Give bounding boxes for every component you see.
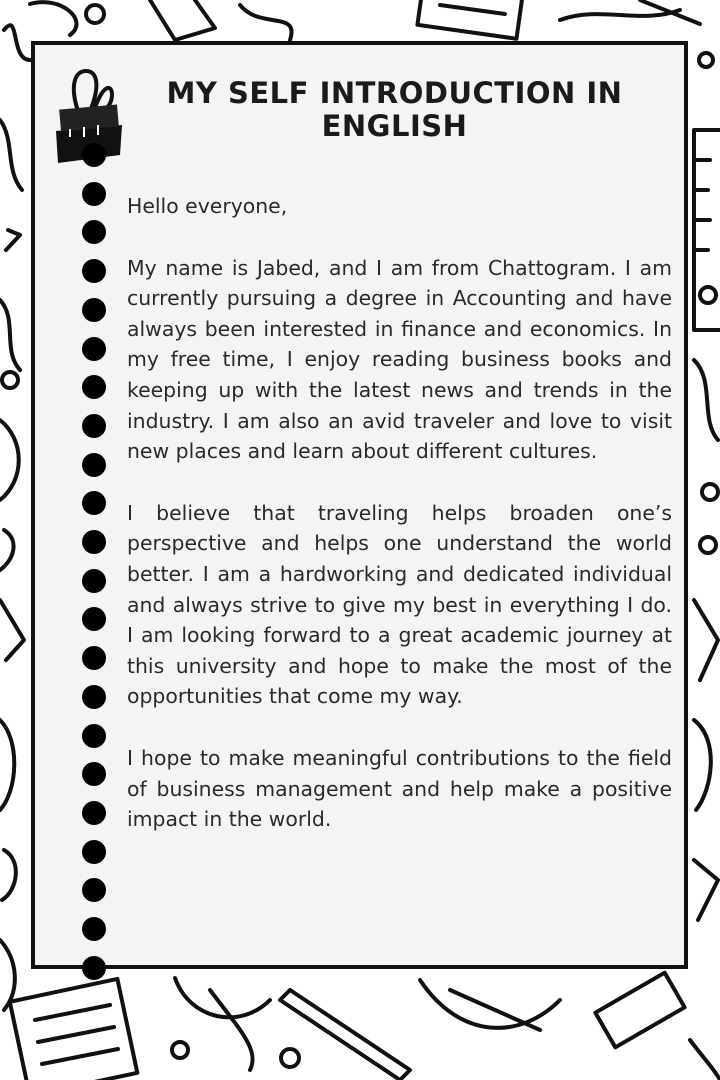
pencil-icon [640,0,700,24]
notebook-hole [82,917,106,941]
goals-paragraph: I hope to make meaningful contributions to the field of business management and help make a positive impact in the world. [127,745,672,832]
notebook-hole [82,220,106,244]
notebook-hole [82,143,106,167]
notebook-hole [82,298,106,322]
notebook-hole [82,878,106,902]
notebook-hole [82,453,106,477]
notebook-hole [82,182,106,206]
notebook-hole [82,337,106,361]
notepad-icon [417,0,522,39]
notebook-hole [82,801,106,825]
notebook-hole [82,375,106,399]
page-title: MY SELF INTRODUCTION IN ENGLISH [166,76,623,143]
notebook-hole [82,762,106,786]
globe-icon [175,978,270,1017]
paper-doodle-icon [30,2,76,35]
notebook-hole [82,646,106,670]
pencil-icon [280,990,410,1080]
notebook-hole [82,491,106,515]
traveling-paragraph: I believe that traveling helps broaden one’s perspective and helps one understand the world better. I am a hardworking and dedicated individual and always strive to give my best in everything I do. I am looking forward to a great academic journey at this university and hope to make the most of the opportunities that come my way. [127,500,672,709]
notebook-hole [82,724,106,748]
self-introduction-card [31,41,688,969]
notebook-hole [82,569,106,593]
notebook-hole [82,607,106,631]
ruler-icon [595,973,684,1048]
notebook-holes [82,143,110,943]
notebook-hole [82,956,106,980]
background-paragraph: My name is Jabed, and I am from Chattogram. I am currently pursuing a degree in Accounting and have always been interested in finance and economics. In my free time, I enjoy reading business books and keeping up with the latest news and trends in the industry. I am also an avid traveler and love to visit new places and learn about different cultures. [127,255,672,464]
notepad-icon [10,979,138,1080]
introduction-text [127,191,672,866]
notebook-hole [82,259,106,283]
notebook-hole [82,685,106,709]
notebook-hole [82,414,106,438]
greeting-paragraph: Hello everyone, [127,194,288,218]
notebook-hole [82,840,106,864]
notebook-hole [82,530,106,554]
